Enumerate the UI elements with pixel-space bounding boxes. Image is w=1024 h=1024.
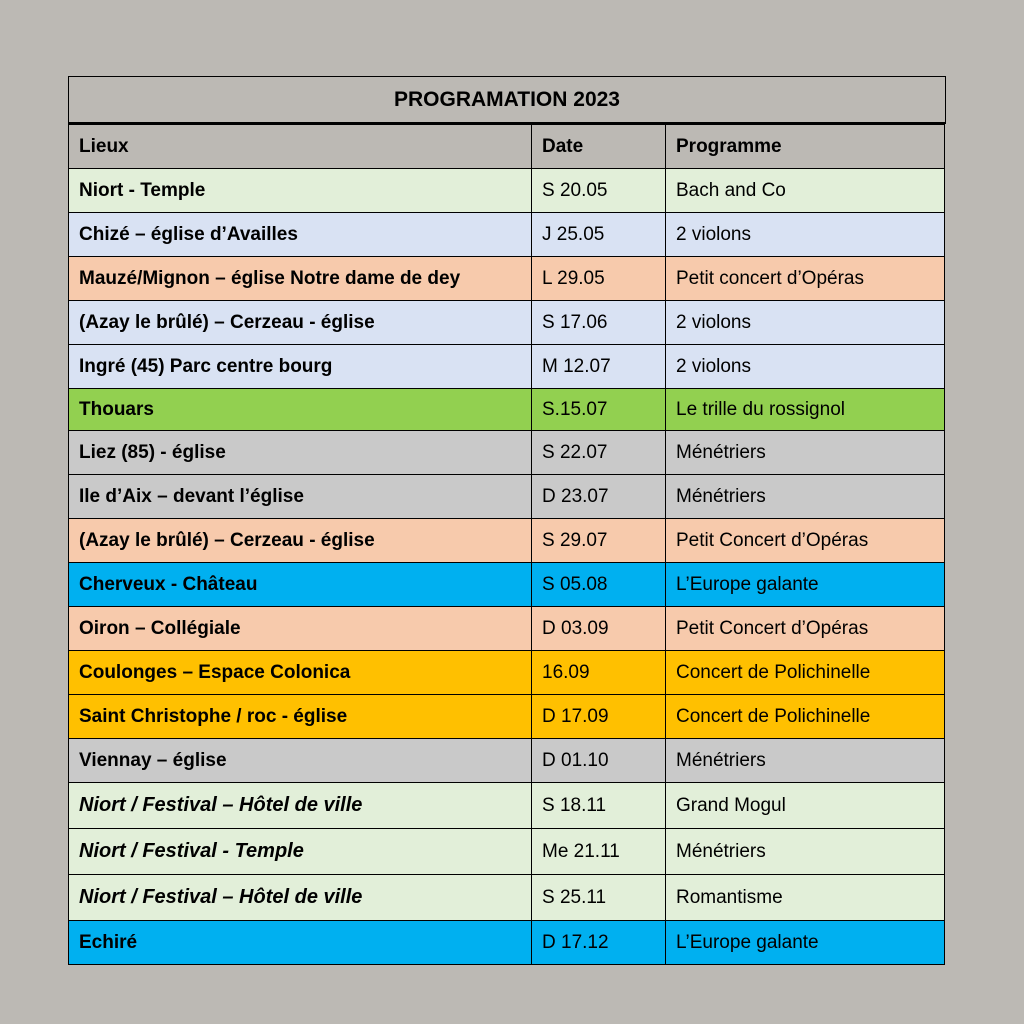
cell-programme: Petit Concert d’Opéras bbox=[666, 519, 945, 563]
table-row bbox=[69, 651, 945, 695]
cell-date: S.15.07 bbox=[532, 389, 666, 431]
cell-date: D 17.12 bbox=[532, 921, 666, 965]
cell-programme: Ménétriers bbox=[666, 475, 945, 519]
cell-lieu: Oiron – Collégiale bbox=[69, 607, 532, 651]
cell-programme: Grand Mogul bbox=[666, 783, 945, 829]
table-row bbox=[69, 475, 945, 519]
cell-date: S 29.07 bbox=[532, 519, 666, 563]
cell-lieu: Saint Christophe / roc - église bbox=[69, 695, 532, 739]
table-row bbox=[69, 829, 945, 875]
cell-date: D 17.09 bbox=[532, 695, 666, 739]
header-date: Date bbox=[532, 125, 666, 169]
cell-programme: 2 violons bbox=[666, 345, 945, 389]
cell-date: Me 21.11 bbox=[532, 829, 666, 875]
table-row bbox=[69, 519, 945, 563]
cell-lieu: (Azay le brûlé) – Cerzeau - église bbox=[69, 301, 532, 345]
cell-date: S 25.11 bbox=[532, 875, 666, 921]
header-lieux: Lieux bbox=[69, 125, 532, 169]
cell-date: S 17.06 bbox=[532, 301, 666, 345]
table-row bbox=[69, 431, 945, 475]
cell-programme: 2 violons bbox=[666, 301, 945, 345]
cell-date: L 29.05 bbox=[532, 257, 666, 301]
cell-date: M 12.07 bbox=[532, 345, 666, 389]
cell-lieu: Echiré bbox=[69, 921, 532, 965]
table-row bbox=[69, 169, 945, 213]
cell-lieu: Niort / Festival – Hôtel de ville bbox=[69, 875, 532, 921]
table-row bbox=[69, 301, 945, 345]
cell-lieu: Viennay – église bbox=[69, 739, 532, 783]
table-row bbox=[69, 921, 945, 965]
cell-lieu: Niort - Temple bbox=[69, 169, 532, 213]
cell-programme: Petit Concert d’Opéras bbox=[666, 607, 945, 651]
page-title: PROGRAMATION 2023 bbox=[68, 76, 946, 124]
cell-lieu: Ingré (45) Parc centre bourg bbox=[69, 345, 532, 389]
table-row bbox=[69, 563, 945, 607]
cell-date: S 05.08 bbox=[532, 563, 666, 607]
cell-programme: L’Europe galante bbox=[666, 921, 945, 965]
cell-date: S 18.11 bbox=[532, 783, 666, 829]
table-header-row bbox=[69, 125, 945, 169]
table-row bbox=[69, 695, 945, 739]
cell-date: 16.09 bbox=[532, 651, 666, 695]
cell-date: D 01.10 bbox=[532, 739, 666, 783]
cell-lieu: Liez (85) - église bbox=[69, 431, 532, 475]
cell-programme: L’Europe galante bbox=[666, 563, 945, 607]
cell-programme: Petit concert d’Opéras bbox=[666, 257, 945, 301]
cell-lieu: Coulonges – Espace Colonica bbox=[69, 651, 532, 695]
table-row bbox=[69, 213, 945, 257]
header-programme: Programme bbox=[666, 125, 945, 169]
table-row bbox=[69, 739, 945, 783]
cell-date: D 23.07 bbox=[532, 475, 666, 519]
cell-programme: Romantisme bbox=[666, 875, 945, 921]
program-sheet bbox=[68, 76, 944, 965]
cell-date: S 22.07 bbox=[532, 431, 666, 475]
table-row bbox=[69, 607, 945, 651]
cell-date: D 03.09 bbox=[532, 607, 666, 651]
cell-lieu: Thouars bbox=[69, 389, 532, 431]
cell-programme: Ménétriers bbox=[666, 739, 945, 783]
cell-lieu: Mauzé/Mignon – église Notre dame de dey bbox=[69, 257, 532, 301]
cell-programme: Concert de Polichinelle bbox=[666, 651, 945, 695]
cell-date: J 25.05 bbox=[532, 213, 666, 257]
cell-programme: Ménétriers bbox=[666, 431, 945, 475]
cell-programme: Le trille du rossignol bbox=[666, 389, 945, 431]
table-row bbox=[69, 257, 945, 301]
program-table bbox=[68, 124, 945, 965]
cell-programme: Concert de Polichinelle bbox=[666, 695, 945, 739]
cell-lieu: Ile d’Aix – devant l’église bbox=[69, 475, 532, 519]
table-row bbox=[69, 389, 945, 431]
cell-date: S 20.05 bbox=[532, 169, 666, 213]
cell-programme: Ménétriers bbox=[666, 829, 945, 875]
table-row bbox=[69, 345, 945, 389]
cell-programme: Bach and Co bbox=[666, 169, 945, 213]
cell-lieu: Niort / Festival – Hôtel de ville bbox=[69, 783, 532, 829]
cell-lieu: Cherveux - Château bbox=[69, 563, 532, 607]
cell-programme: 2 violons bbox=[666, 213, 945, 257]
table-row bbox=[69, 783, 945, 829]
table-row bbox=[69, 875, 945, 921]
cell-lieu: (Azay le brûlé) – Cerzeau - église bbox=[69, 519, 532, 563]
cell-lieu: Chizé – église d’Availles bbox=[69, 213, 532, 257]
cell-lieu: Niort / Festival - Temple bbox=[69, 829, 532, 875]
